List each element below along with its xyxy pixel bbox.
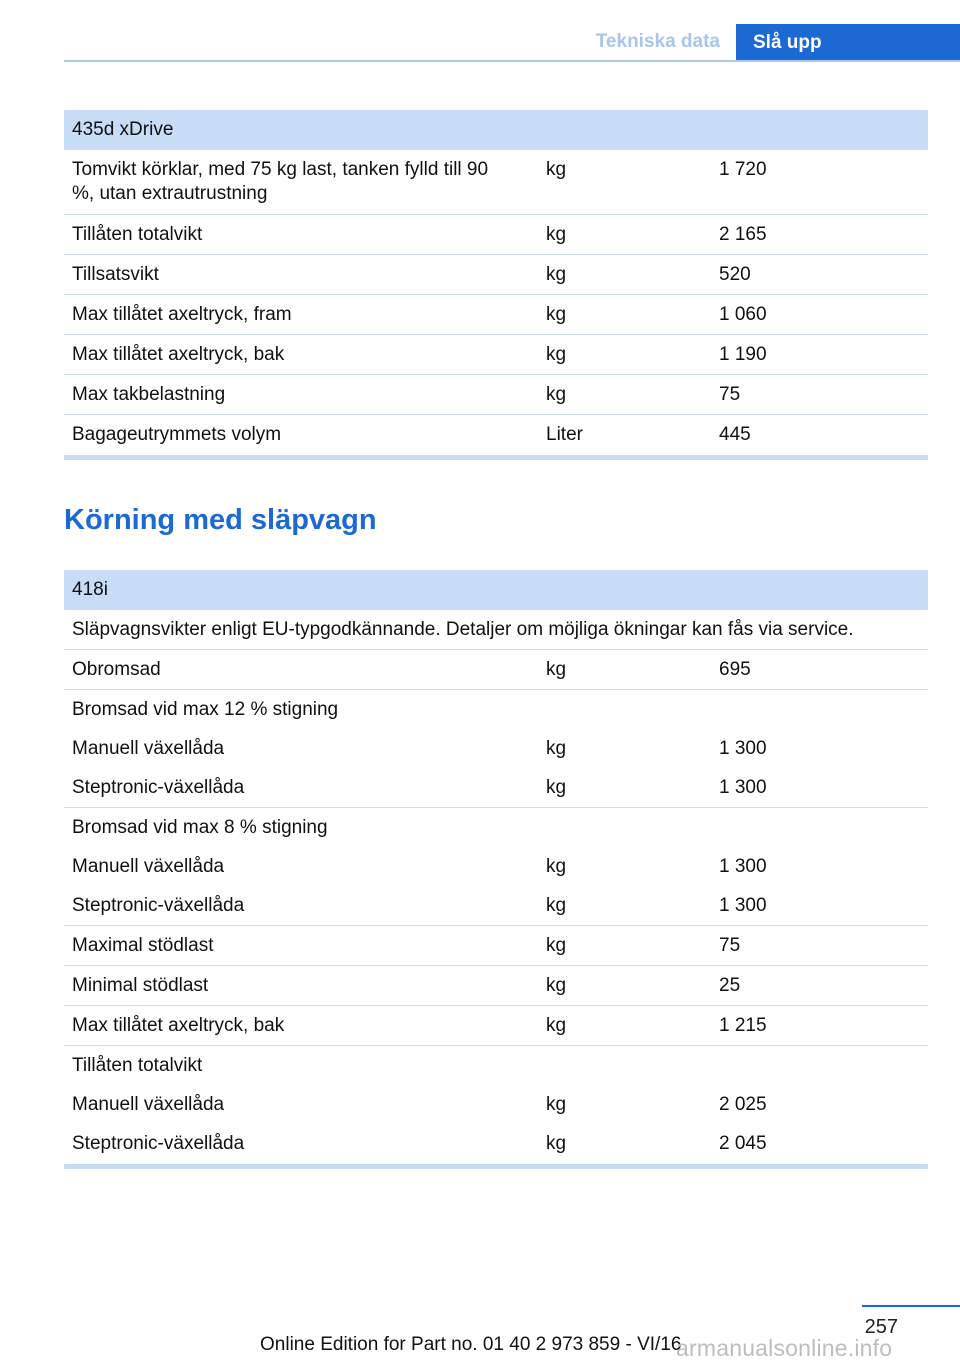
row-unit: kg	[546, 159, 567, 180]
row-value: 2 045	[719, 1133, 767, 1154]
table-row	[64, 375, 928, 415]
table-row	[64, 215, 928, 255]
row-label: Bagageutrymmets volym	[72, 424, 282, 445]
group-label: Bromsad vid max 8 % stigning	[72, 817, 328, 838]
row-unit: kg	[546, 975, 567, 996]
row-label: Obromsad	[72, 659, 161, 680]
trailer-table	[64, 570, 928, 1169]
table-row	[64, 150, 928, 215]
row-label: Manuell växellåda	[72, 856, 225, 877]
row-value: 1 300	[719, 856, 767, 877]
table-bottom-rule	[64, 455, 928, 460]
table-bottom-rule	[64, 1164, 928, 1169]
row-unit: kg	[546, 224, 567, 245]
table-row-group	[64, 690, 928, 808]
row-label: Steptronic-växellåda	[72, 1133, 245, 1154]
row-value: 1 300	[719, 738, 767, 759]
row-unit: Liter	[546, 424, 583, 445]
row-label: Max takbelastning	[72, 384, 226, 405]
header-rule	[64, 60, 960, 62]
table-row-group	[64, 1046, 928, 1164]
row-unit: kg	[546, 1094, 567, 1115]
row-value: 1 720	[719, 159, 767, 180]
table-row	[64, 415, 928, 455]
table-header	[64, 570, 928, 610]
row-value: 695	[719, 659, 751, 680]
table-row	[64, 335, 928, 375]
table-row	[64, 650, 928, 690]
row-value: 1 300	[719, 895, 767, 916]
row-label: Manuell växellåda	[72, 738, 225, 759]
row-label: Manuell växellåda	[72, 1094, 225, 1115]
row-unit: kg	[546, 304, 567, 325]
row-label: Tomvikt körklar, med 75 kg last, tanken fylld till 90 %, utan extrautrustning	[72, 159, 489, 204]
row-label: Minimal stödlast	[72, 975, 209, 996]
table-row	[64, 255, 928, 295]
row-unit: kg	[546, 1133, 567, 1154]
group-label: Tillåten totalvikt	[72, 1055, 203, 1076]
row-unit: kg	[546, 777, 567, 798]
row-value: 25	[719, 975, 741, 996]
row-value: 520	[719, 264, 751, 285]
row-label: Max tillåtet axeltryck, bak	[72, 344, 285, 365]
header-section-tab[interactable]: Tekniska data	[595, 31, 720, 52]
footer-rule	[862, 1305, 960, 1307]
row-unit: kg	[546, 895, 567, 916]
row-label: Tillsatsvikt	[72, 264, 159, 285]
row-unit: kg	[546, 935, 567, 956]
row-unit: kg	[546, 659, 567, 680]
edition-note: Online Edition for Part no. 01 40 2 973 859 - VI/16	[260, 1334, 682, 1355]
table-row	[64, 295, 928, 335]
table-title: 435d xDrive	[72, 119, 174, 140]
table-row	[64, 926, 928, 966]
table-header	[64, 110, 928, 150]
row-value: 1 190	[719, 344, 767, 365]
row-value: 1 060	[719, 304, 767, 325]
table-row-group	[64, 808, 928, 926]
row-unit: kg	[546, 856, 567, 877]
row-value: 1 215	[719, 1015, 767, 1036]
row-value: 445	[719, 424, 751, 445]
row-unit: kg	[546, 384, 567, 405]
row-label: Max tillåtet axeltryck, bak	[72, 1015, 285, 1036]
table-row	[64, 966, 928, 1006]
table-note-row	[64, 610, 928, 650]
row-value: 75	[719, 384, 741, 405]
watermark: armanualsonline.info	[676, 1335, 893, 1361]
section-title: Körning med släpvagn	[64, 504, 377, 536]
weights-table	[64, 110, 928, 460]
row-unit: kg	[546, 1015, 567, 1036]
row-unit: kg	[546, 264, 567, 285]
table-title: 418i	[72, 579, 108, 600]
group-label: Bromsad vid max 12 % stigning	[72, 699, 339, 720]
table-note: Släpvagnsvikter enligt EU-typgodkännande. Detaljer om möjliga ökningar kan fås via service.	[72, 619, 854, 640]
row-value: 2 025	[719, 1094, 767, 1115]
row-label: Steptronic-växellåda	[72, 895, 245, 916]
row-unit: kg	[546, 344, 567, 365]
row-label: Steptronic-växellåda	[72, 777, 245, 798]
row-value: 2 165	[719, 224, 767, 245]
row-unit: kg	[546, 738, 567, 759]
row-value: 1 300	[719, 777, 767, 798]
row-label: Max tillåtet axeltryck, fram	[72, 304, 292, 325]
row-label: Maximal stödlast	[72, 935, 214, 956]
row-value: 75	[719, 935, 741, 956]
table-row	[64, 1006, 928, 1046]
page-number: 257	[864, 1316, 898, 1338]
header-active-tab[interactable]: Slå upp	[736, 24, 960, 62]
row-label: Tillåten totalvikt	[72, 224, 203, 245]
